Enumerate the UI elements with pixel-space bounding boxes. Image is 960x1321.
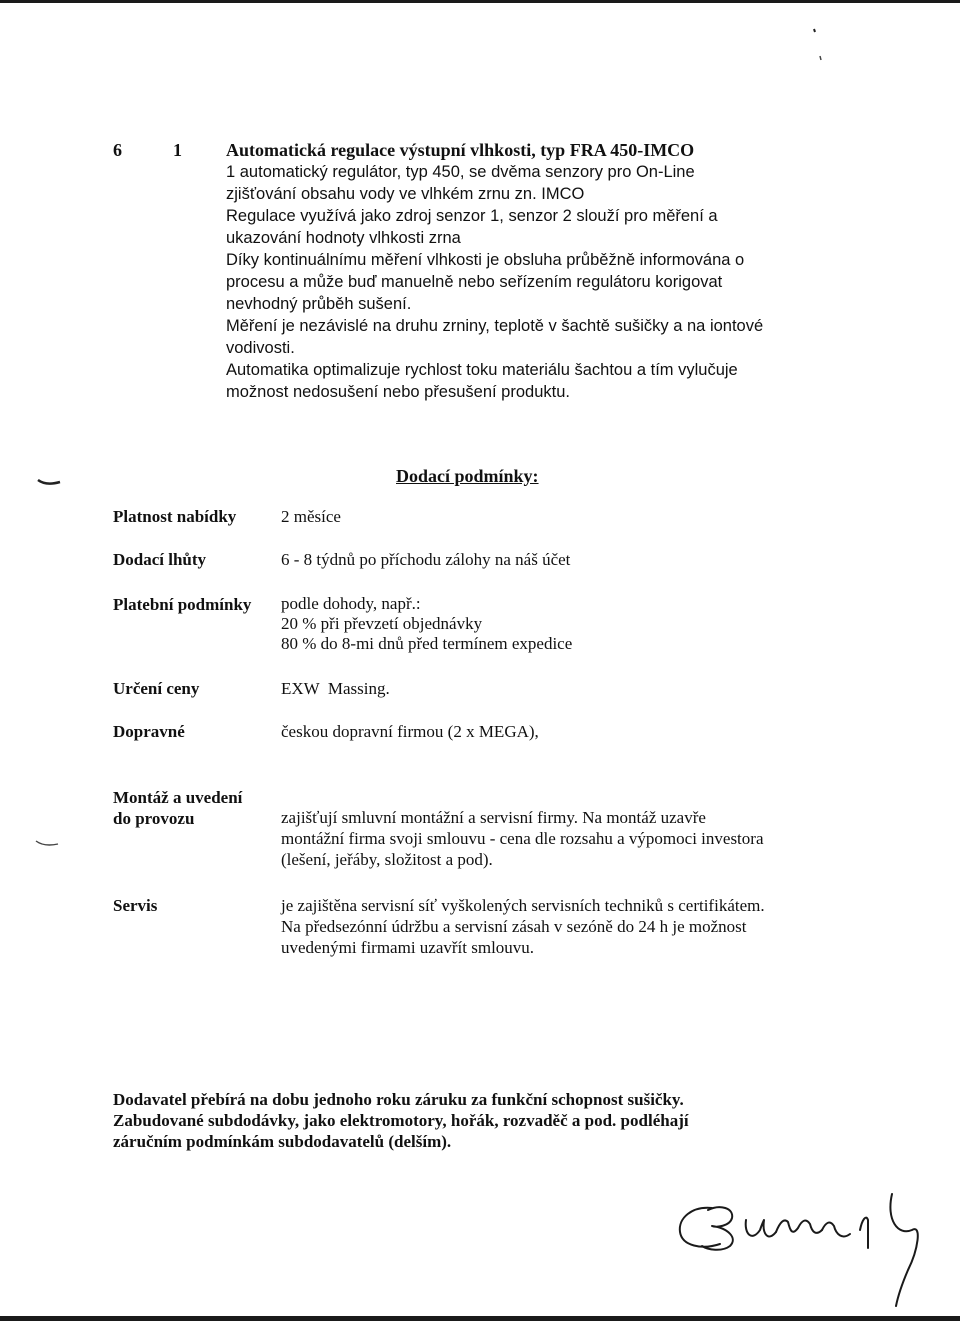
payment-line: podle dohody, např.:	[281, 594, 421, 613]
description-line: zjišťování obsahu vody ve vlhkém zrnu zn. IMCO	[226, 185, 585, 203]
warranty-line: záručním podmínkám subdodavatelů (delším).	[113, 1132, 452, 1151]
validity-label: Platnost nabídky	[113, 507, 237, 526]
description-line: 1 automatický regulátor, typ 450, se dvěma senzory pro On-Line	[226, 163, 695, 181]
description-line: ukazování hodnoty vlhkosti zrna	[226, 229, 461, 247]
validity-value: 2 měsíce	[281, 507, 341, 526]
service-label: Servis	[113, 896, 158, 915]
service-line: je zajištěna servisní síť vyškolených servisních techniků s certifikátem.	[281, 896, 765, 915]
warranty-paragraph	[113, 1089, 689, 1152]
description-line: Měření je nezávislé na druhu zrniny, teplotě v šachtě sušičky a na iontové	[226, 317, 764, 335]
description-line: možnost nedosušení nebo přesušení produktu.	[226, 383, 570, 401]
installation-line: (lešení, jeřáby, složitost a pod).	[281, 850, 493, 869]
description-line: Regulace využívá jako zdroj senzor 1, senzor 2 slouží pro měření a	[226, 207, 718, 225]
scan-speck-mark	[810, 26, 826, 66]
payment-line: 80 % do 8-mi dnů před termínem expedice	[281, 634, 573, 653]
payment-line: 20 % při převzetí objednávky	[281, 614, 483, 633]
installation-label	[113, 787, 242, 829]
description-line: nevhodný průběh sušení.	[226, 295, 412, 313]
item-title: Automatická regulace výstupní vlhkosti, typ FRA 450-IMCO	[226, 140, 695, 160]
scan-tick-mark-2	[34, 838, 62, 852]
transport-label: Dopravné	[113, 722, 185, 741]
item-description	[226, 161, 763, 403]
installation-value	[281, 807, 763, 870]
description-line: procesu a může buď manuelně nebo seřízením regulátoru korigovat	[226, 273, 723, 291]
description-line: vodivosti.	[226, 339, 295, 357]
scan-top-edge	[0, 0, 960, 3]
payment-label: Platební podmínky	[113, 595, 252, 614]
description-line: Automatika optimalizuje rychlost toku materiálu šachtou a tím vylučuje	[226, 361, 738, 379]
service-value	[281, 895, 765, 958]
transport-value: českou dopravní firmou (2 x MEGA),	[281, 722, 539, 741]
delivery-time-label: Dodací lhůty	[113, 550, 207, 569]
price-value: EXW Massing.	[281, 679, 390, 698]
delivery-time-value: 6 - 8 týdnů po příchodu zálohy na náš účet	[281, 550, 571, 569]
terms-heading: Dodací podmínky:	[396, 466, 539, 486]
payment-value	[281, 594, 572, 654]
scan-tick-mark	[36, 476, 64, 490]
item-quantity: 1	[173, 140, 182, 160]
installation-label-line: Montáž a uvedení	[113, 788, 243, 807]
item-number: 6	[113, 140, 122, 160]
scan-bottom-edge	[0, 1316, 960, 1321]
installation-line: zajišťují smluvní montážní a servisní firmy. Na montáž uzavře	[281, 808, 706, 827]
service-line: uvedenými firmami uzavřít smlouvu.	[281, 938, 535, 957]
installation-line: montážní firma svoji smlouvu - cena dle rozsahu a výpomoci investora	[281, 829, 764, 848]
signature	[672, 1190, 942, 1310]
price-label: Určení ceny	[113, 679, 200, 698]
service-line: Na předsezónní údržbu a servisní zásah v sezóně do 24 h je možnost	[281, 917, 747, 936]
installation-label-line: do provozu	[113, 809, 195, 828]
warranty-line: Zabudované subdodávky, jako elektromotory, hořák, rozvaděč a pod. podléhají	[113, 1111, 689, 1130]
description-line: Díky kontinuálnímu měření vlhkosti je obsluha průběžně informována o	[226, 251, 745, 269]
warranty-line: Dodavatel přebírá na dobu jednoho roku záruku za funkční schopnost sušičky.	[113, 1090, 684, 1109]
